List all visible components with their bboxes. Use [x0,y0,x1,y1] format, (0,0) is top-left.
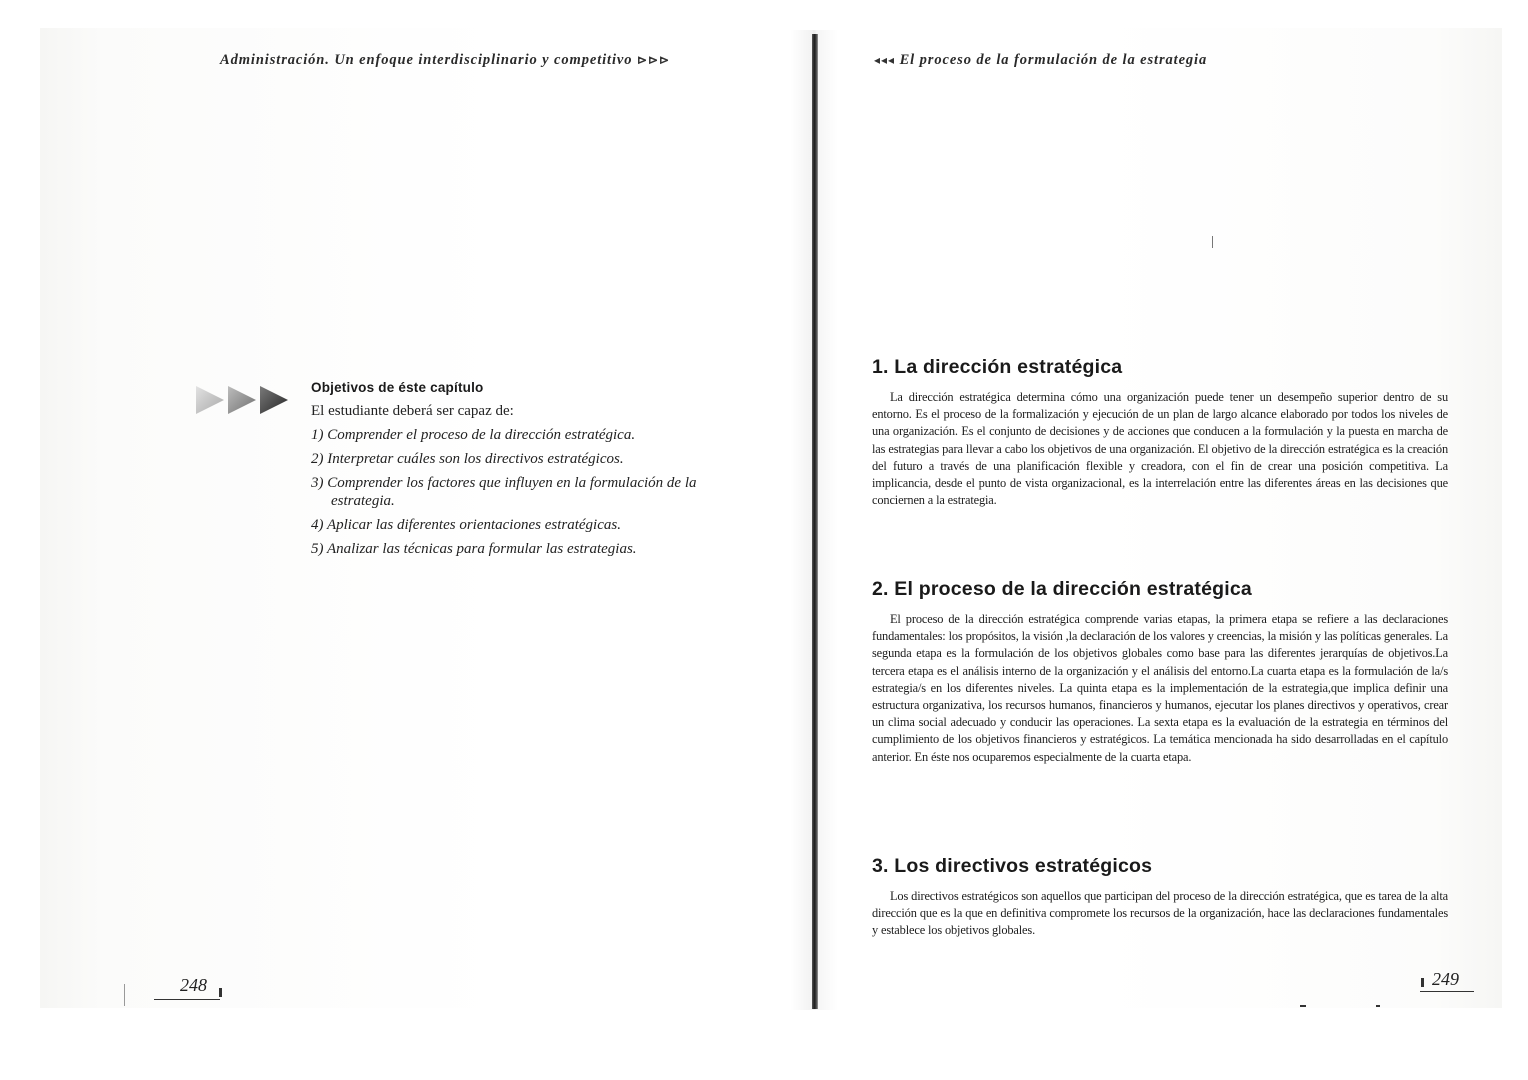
scan-mark [1212,236,1213,248]
page-number-dot [219,988,222,997]
page-number-rule [154,999,220,1000]
objectives-list [311,426,761,558]
section-body: El proceso de la dirección estratégica comprende varias etapas, la primera etapa se refiere a las declaraciones fundamentales: los propósitos, la visión ,la declaración de los valores y creencias, la misión y las políticas generales. La segunda etapa es la formulación de los objetivos globales como base para las diferentes jerarquías de objetivos.La tercera etapa es el análisis interno de la organización y el análisis del entorno.La cuarta etapa es la formulación de la/s estrategia/s en los diferentes niveles. La quinta etapa es la implementación de la estrategia,que implica definir una estructura organizativa, los recursos humanos, financieros y humanos, ejecutar los planes directivos y operativos, crear un clima social adecuado y conducir las operaciones. La sexta etapa es la evaluación de la estrategia en términos del cumplimiento de los objetivos financieros y estratégicos. La temática mencionada ha sido desarrolladas en el capítulo anterior. En éste nos ocuparemos especialmente de la cuarta etapa. [872,612,1448,764]
scan-smudge [1300,1004,1385,1008]
objective-item: 2) Interpretar cuáles son los directivos estratégicos. [311,451,624,467]
right-running-head [874,52,1207,69]
triple-arrow-icon [194,383,290,417]
objective-item: 1) Comprender el proceso de la dirección estratégica. [311,427,636,443]
book-gutter [812,34,818,1009]
right-arrows-icon: ⊳⊳⊳ [636,53,671,67]
left-running-head-text: Administración. Un enfoque interdisciplinario y competitivo [220,52,633,68]
section-body: La dirección estratégica determina cómo una organización puede tener un desempeño superior dentro de su entorno. Es el proceso de la formalización y ejecución de un plan de largo alcance elaborado por todos los niveles de una organización. Es el conjunto de decisiones y de acciones que conducen a la formulación y la puesta en marcha de las estrategias para llevar a cabo los objetivos de una organización. El objetivo de la dirección estratégica es la creación del futuro a través de una planificación flexible y creadora, con el fin de crear una posición competitiva. La implicancia, desde el punto de vista organizacional, es la interrelación entre las diferentes áreas en las decisiones que conciernen a la estrategia. [872,390,1448,508]
objective-item: 4) Aplicar las diferentes orientaciones estratégicas. [311,517,621,533]
page-number-rule [1420,991,1474,992]
section-title: 3. Los directivos estratégicos [872,855,1153,877]
left-running-head [220,52,670,69]
right-page-number: 249 [1432,969,1459,989]
section-el-proceso [872,578,1448,766]
objective-item: 5) Analizar las técnicas para formular las estrategias. [311,541,637,557]
left-page-number: 248 [180,975,207,995]
section-title: 1. La dirección estratégica [872,356,1123,378]
section-los-directivos [872,855,1448,940]
chapter-objectives [311,380,761,564]
section-body: Los directivos estratégicos son aquellos que participan del proceso de la dirección estratégica, que es tarea de la alta dirección que es la que en definitiva compromete los recursos de la organización, hace las declaraciones fundamentales y establece los objetivos globales. [872,889,1448,938]
objective-item: 3) Comprender los factores que influyen en la formulación de la estrategia. [311,475,697,509]
right-running-head-text: El proceso de la formulación de la estrategia [899,52,1208,68]
section-title: 2. El proceso de la dirección estratégica [872,578,1252,600]
section-la-direccion-estrategica [872,356,1448,509]
scan-mark [124,984,125,1006]
objectives-intro: El estudiante deberá ser capaz de: [311,403,514,419]
left-arrows-icon: ◂◂◂ [874,53,896,67]
page-number-dot [1421,978,1424,987]
objectives-title: Objetivos de éste capítulo [311,380,484,395]
